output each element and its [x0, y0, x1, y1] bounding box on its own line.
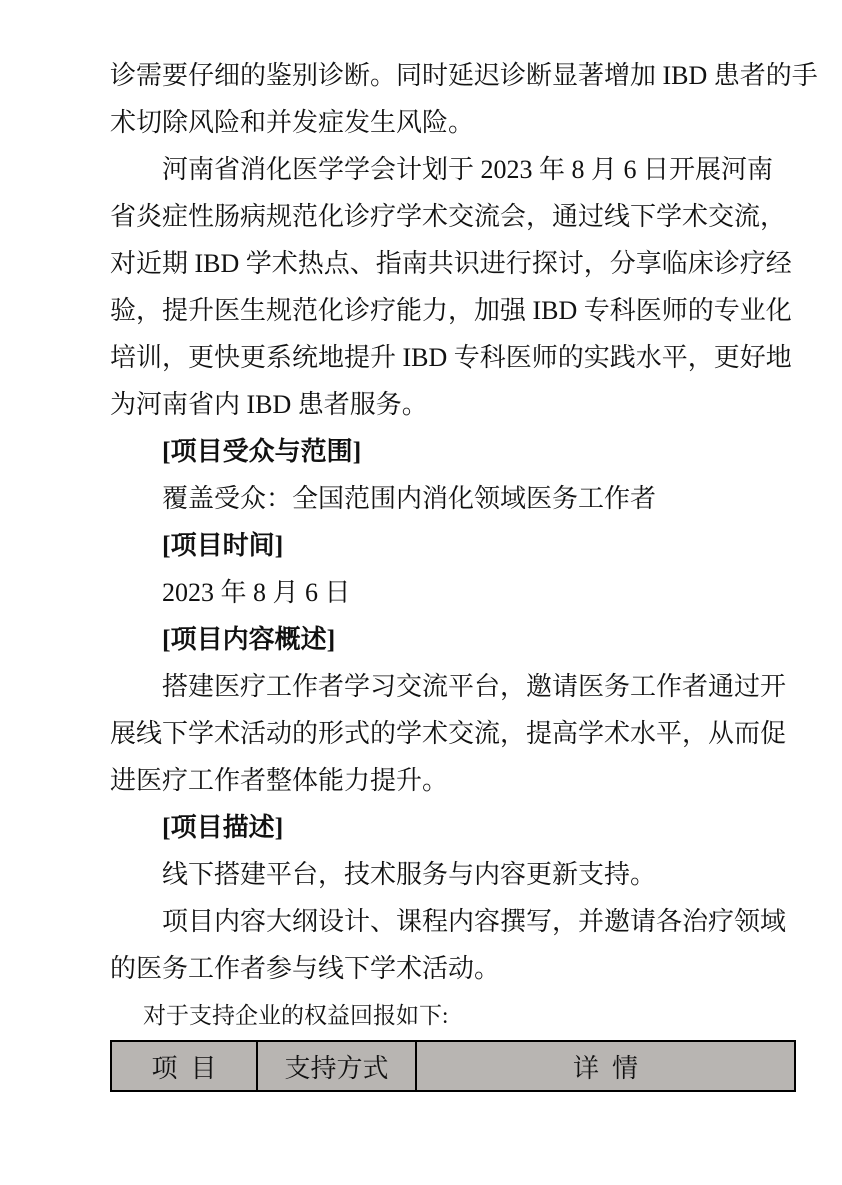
table-header-cell: 详 情 — [416, 1041, 795, 1091]
text-line: 线下搭建平台，技术服务与内容更新支持。 — [162, 860, 657, 889]
text-line: 为河南省内 IBD 患者服务。 — [110, 390, 428, 419]
text-line: 搭建医疗工作者学习交流平台，邀请医务工作者通过开 — [162, 672, 787, 701]
note-line: 对于支持企业的权益回报如下: — [143, 1003, 449, 1028]
text-line: 对近期 IBD 学术热点、指南共识进行探讨，分享临床诊疗经 — [110, 249, 792, 278]
table-header-row — [111, 1041, 795, 1091]
text-line: 培训，更快更系统地提升 IBD 专科医师的实践水平，更好地 — [110, 343, 792, 372]
text-line: 验，提升医生规范化诊疗能力，加强 IBD 专科医师的专业化 — [110, 296, 792, 325]
text-line: 河南省消化医学学会计划于 2023 年 8 月 6 日开展河南 — [162, 155, 774, 184]
text-line: 项目内容大纲设计、课程内容撰写，并邀请各治疗领域 — [162, 907, 787, 936]
text-line: 省炎症性肠病规范化诊疗学术交流会，通过线下学术交流， — [110, 202, 787, 231]
text-line: 展线下学术活动的形式的学术交流，提高学术水平，从而促 — [110, 719, 787, 748]
table-header-cell: 支持方式 — [257, 1041, 416, 1091]
text-line: 术切除风险和并发症发生风险。 — [110, 108, 475, 137]
section-heading: [项目描述] — [162, 813, 284, 842]
table-header-cell: 项 目 — [111, 1041, 257, 1091]
document-content — [110, 52, 818, 1092]
section-heading: [项目受众与范围] — [162, 437, 362, 466]
benefits-table — [110, 1040, 796, 1092]
text-line: 的医务工作者参与线下学术活动。 — [110, 954, 501, 983]
text-line: 覆盖受众：全国范围内消化领域医务工作者 — [162, 484, 657, 513]
text-line: 2023 年 8 月 6 日 — [162, 578, 351, 607]
text-line: 诊需要仔细的鉴别诊断。同时延迟诊断显著增加 IBD 患者的手 — [110, 61, 818, 90]
section-heading: [项目内容概述] — [162, 625, 336, 654]
section-heading: [项目时间] — [162, 531, 284, 560]
text-line: 进医疗工作者整体能力提升。 — [110, 766, 449, 795]
